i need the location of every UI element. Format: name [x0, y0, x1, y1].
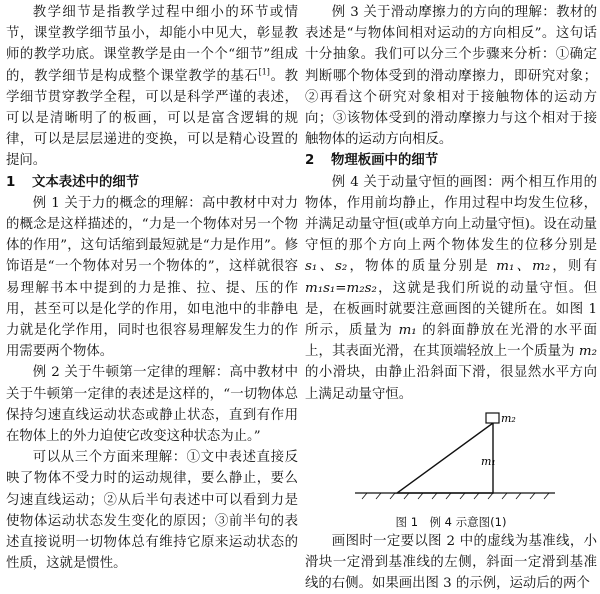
- ex4-math-m1: m₁: [398, 323, 417, 339]
- section-1-number: 1: [6, 174, 16, 190]
- ex4-math-s: s₁、s₂: [305, 259, 348, 275]
- ex4-text-f: 的小滑块，由静止沿斜面下滑，很显然水平方向上满足动量守恒。: [305, 365, 597, 402]
- left-column: [6, 2, 298, 574]
- section-1-heading: [6, 172, 298, 193]
- example-3-paragraph: 例 3 关于滑动摩擦力的方向的理解：教材的表述是“与物体间相对运动的方向相反”。这句话十分抽象。我们可以分三个步骤来分析：①确定判断哪个物体受到的滑动摩擦力，即研究对象；②再看这个研究对象相对于接触物体的运动方向；③该物体受到的滑动摩擦力与这个相对于接触物体的运动方向相反。: [305, 5, 597, 148]
- incline-wedge: [397, 423, 493, 493]
- ex4-text-e: 的斜面静放在光滑的水平面上，其表面光滑，在其顶端轻放上一个质量为: [305, 323, 597, 360]
- after-figure-paragraph: 画图时一定要以图 2 中的虚线为基准线，小滑块一定滑到基准线的左侧，斜面一定滑到基准线的右侧。如果画出图 3 的示例，运动后的两个: [305, 533, 597, 592]
- intro-text-tail: 。教学细节贯穿教学全程，可以是科学严谨的表述，可以是清晰明了的板画，可以是富含逻辑的规律，可以是层层递进的变换，可以是精心设置的提问。: [6, 68, 299, 169]
- figure-1: [305, 409, 597, 513]
- ex4-text-b: ，物体的质量分别是: [347, 259, 497, 275]
- section-2-heading: [305, 150, 597, 171]
- label-m2: m₂: [501, 411, 516, 425]
- small-block: [486, 413, 499, 423]
- ex4-math-equation: m₁s₁=m₂s₂: [305, 280, 377, 296]
- example-4-paragraph: [305, 172, 597, 405]
- incline-diagram: [305, 409, 597, 513]
- example-2-paragraph: 例 2 关于牛顿第一定律的理解：高中教材中关于牛顿第一定律的表述是这样的，“一切物体总保持匀速直线运动状态或静止状态，直到有作用在物体上的外力迫使它改变这种状态为止。”: [6, 365, 298, 445]
- intro-text: 教学细节是指教学过程中细小的环节或情节，课堂教学细节虽小，却能小中见大，彰显教师的教学功底。课堂教学是由一个个“细节”组成的，教学细节是构成整个课堂教学的基石: [6, 5, 298, 84]
- right-column: [305, 2, 597, 594]
- ex4-math-m2: m₂: [578, 344, 597, 360]
- example-1-paragraph: 例 1 关于力的概念的理解：高中教材中对力的概念是这样描述的，“力是一个物体对另一个物体的作用”，这句话缩到最短就是“力是作用”。修饰语是“一个物体对另一个物体的”，这样就很容易理解书本中提到的力是推、拉、提、压的作用，甚至可以是化学的作用，如电池中的非静电力就是化学作用，同时也很容易理解发生力的作用需要两个物体。: [6, 195, 298, 360]
- ex4-text-c: ，则有: [550, 259, 597, 275]
- ex4-text-a: 例 4 关于动量守恒的画图：两个相互作用的物体，作用前均静止，作用过程中均发生位移，并满足动量守恒(或单方向上动量守恒)。设在动量守恒的那个方向上两个物体发生的位移分别是: [305, 174, 597, 254]
- ex4-text-d: ，这就是我们所说的动量守恒。但是，在板画时就要注意画图的关键所在。如图 1 所示，质量为: [305, 280, 597, 339]
- ground-hatching: [362, 493, 549, 499]
- figure-1-caption: 图 1 例 4 示意图(1): [395, 514, 507, 529]
- label-m1: m₁: [481, 454, 496, 468]
- ex4-math-m: m₁、m₂: [496, 259, 551, 275]
- citation-marker: [1]: [258, 67, 270, 77]
- section-2-title: 物理板画中的细节: [331, 153, 439, 169]
- section-1-title: 文本表述中的细节: [32, 174, 140, 190]
- intro-paragraph: [6, 2, 298, 172]
- example-2-continuation: 可以从三个方面来理解：①文中表述直接反映了物体不受力时的运动规律，要么静止，要么匀速直线运动；②从后半句表述中可以看到力是使物体运动状态发生变化的原因；③前半句的表述直接说明一切物体总有维持它原来运动状态的性质，这就是惯性。: [6, 450, 298, 572]
- section-2-number: 2: [305, 153, 315, 169]
